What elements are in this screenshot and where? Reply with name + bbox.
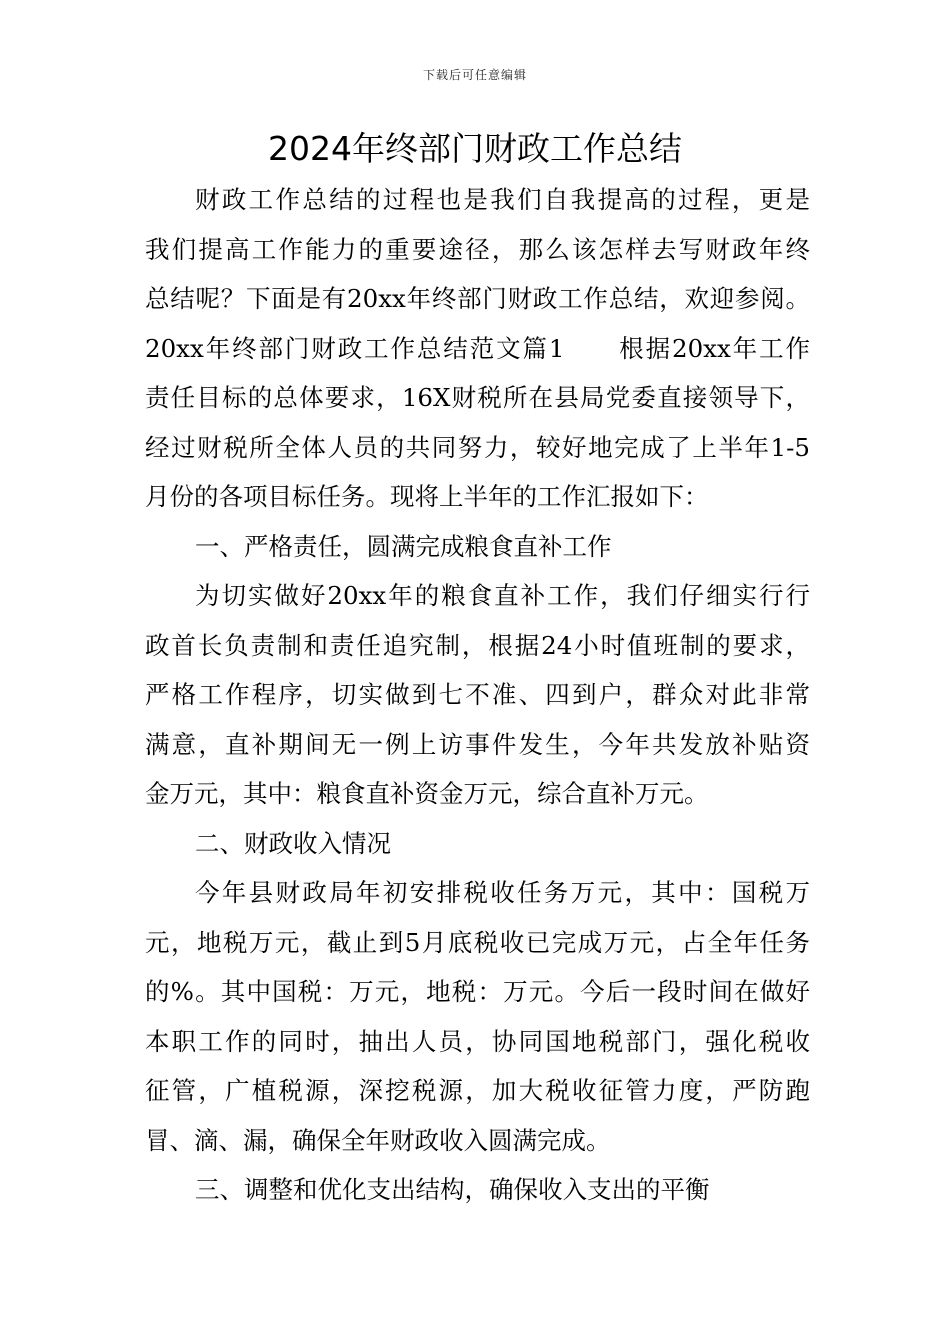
text-line: 满意，直补期间无一例上访事件发生，今年共发放补贴资	[145, 729, 810, 759]
text-line: 三、调整和优化支出结构，确保收入支出的平衡	[195, 1175, 710, 1204]
text-line: 经过财税所全体人员的共同努力，较好地完成了上半年1-5	[145, 432, 810, 462]
text-line: 冒、滴、漏，确保全年财政收入圆满完成。	[145, 1125, 611, 1155]
text-line: 一、严格责任，圆满完成粮食直补工作	[195, 531, 612, 561]
text-line: 为切实做好20xx年的粮食直补工作，我们仔细实行行	[195, 581, 810, 610]
text-line: 政首长负责制和责任追究制，根据24小时值班制的要求，	[145, 630, 810, 660]
text-line: 本职工作的同时，抽出人员，协同国地税部门，强化税收	[145, 1026, 810, 1056]
text-line: 我们提高工作能力的重要途径，那么该怎样去写财政年终	[145, 234, 810, 264]
text-line: 财政工作总结的过程也是我们自我提高的过程，更是	[195, 185, 810, 214]
text-line: 征管，广植税源，深挖税源，加大税收征管力度，严防跑	[145, 1076, 810, 1105]
header-note: 下载后可任意编辑	[422, 68, 527, 82]
text-line: 责任目标的总体要求，16X财税所在县局党委直接领导下，	[145, 383, 810, 412]
text-line: 总结呢？下面是有20xx年终部门财政工作总结，欢迎参阅。	[145, 284, 810, 313]
text-line: 严格工作程序，切实做到七不准、四到户，群众对此非常	[145, 680, 810, 709]
text-line: 元，地税万元，截止到5月底税收已完成万元，占全年任务	[145, 927, 810, 957]
text-line: 今年县财政局年初安排税收任务万元，其中：国税万	[195, 878, 810, 907]
text-line: 的%。其中国税：万元，地税：万元。今后一段时间在做好	[145, 977, 810, 1006]
text-line: 二、财政收入情况	[195, 828, 391, 858]
document-title: 2024年终部门财政工作总结	[268, 129, 682, 168]
document-body	[145, 175, 810, 1215]
text-line: 20xx年终部门财政工作总结范文篇1 根据20xx年工作	[145, 333, 810, 363]
text-line: 金万元，其中：粮食直补资金万元，综合直补万元。	[145, 779, 709, 808]
text-line: 月份的各项目标任务。现将上半年的工作汇报如下：	[145, 482, 709, 511]
